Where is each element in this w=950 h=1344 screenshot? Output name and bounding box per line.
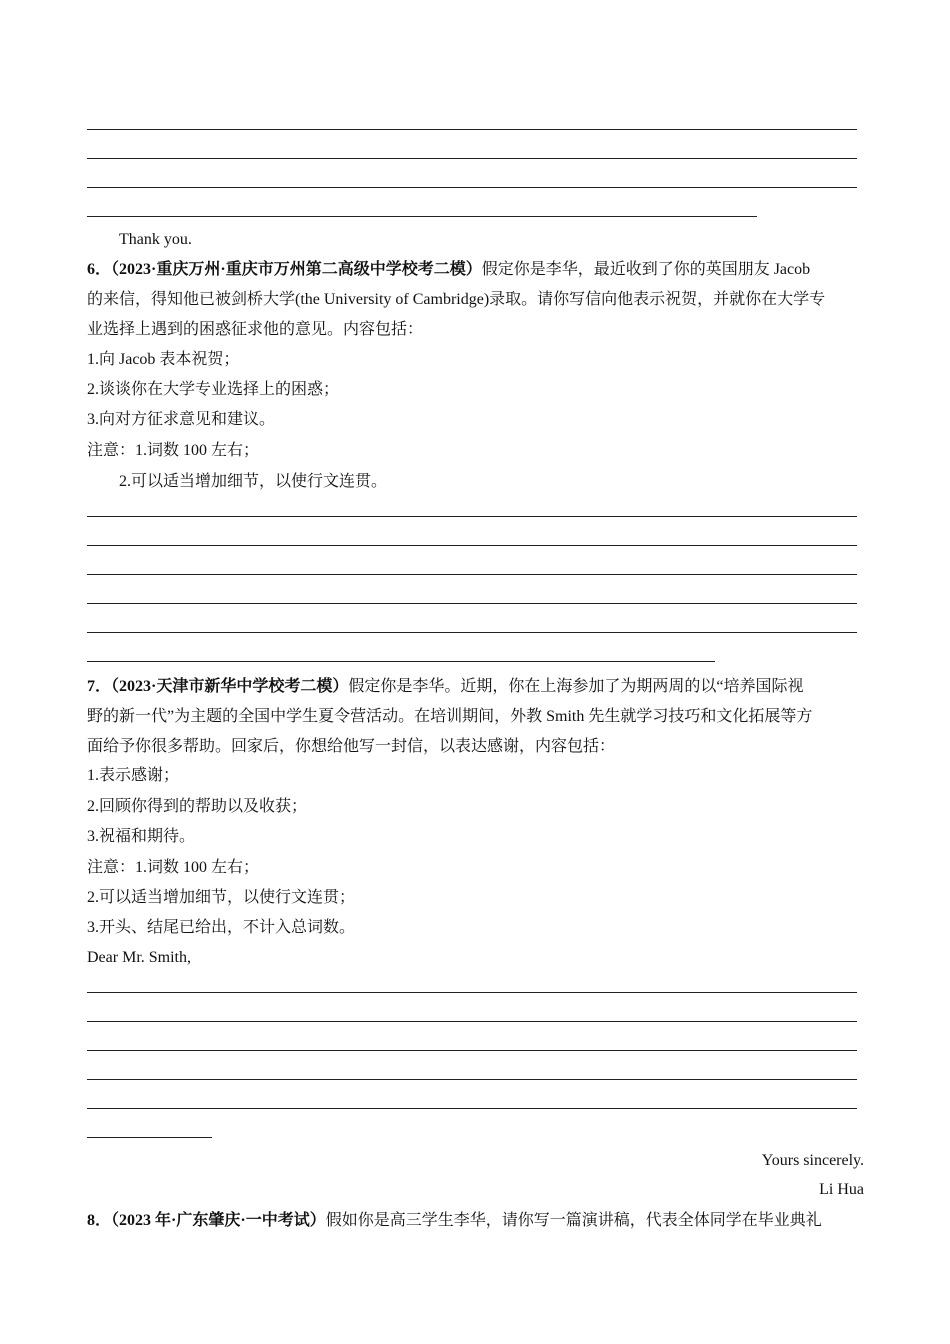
q7-item-3: 3.祝福和期待。 [87, 828, 196, 845]
closing-thank-you: Thank you. [119, 231, 192, 248]
answer-line [87, 661, 715, 662]
answer-line [87, 1137, 212, 1138]
q8-number: 8． [87, 1212, 112, 1229]
q7-item-2: 2.回顾你得到的帮助以及收获； [87, 798, 308, 815]
answer-line [87, 992, 857, 993]
q7-note-3: 3.开头、结尾已给出，不计入总词数。 [87, 919, 356, 936]
q6-prompt-3: 业选择上遇到的困惑征求他的意见。内容包括： [87, 321, 424, 338]
q7-item-1: 1.表示感谢； [87, 767, 180, 784]
q6-note-1: 注意：1.词数 100 左右； [87, 442, 260, 459]
q6-item-1: 1.向 Jacob 表本祝贺； [87, 351, 240, 368]
answer-line [87, 1108, 857, 1109]
answer-line [87, 603, 857, 604]
q7-note-2: 2.可以适当增加细节，以使行文连贯； [87, 889, 356, 906]
q6-prompt-2: 的来信，得知他已被剑桥大学(the University of Cambridge)录取。请你写信向他表示祝贺，并就你在大学专 [87, 291, 826, 308]
q6-item-2: 2.谈谈你在大学专业选择上的困惑； [87, 381, 340, 398]
q7-line-1 [87, 677, 877, 697]
answer-line [87, 516, 857, 517]
answer-line [87, 129, 857, 130]
answer-line [87, 545, 857, 546]
q6-item-3: 3.向对方征求意见和建议。 [87, 411, 276, 428]
q6-source: （2023·重庆万州·重庆市万州第二高级中学校考二模） [111, 261, 482, 278]
q6-number: 6． [87, 261, 112, 278]
q8-line-1 [87, 1211, 877, 1231]
q7-prompt-2: 野的新一代”为主题的全国中学生夏令营活动。在培训期间，外教 Smith 先生就学习技巧和文化拓展等方 [87, 708, 813, 725]
answer-line [87, 216, 757, 217]
q7-note-1: 注意：1.词数 100 左右； [87, 859, 260, 876]
q7-prompt-3: 面给予你很多帮助。回家后，你想给他写一封信，以表达感谢，内容包括： [87, 738, 616, 755]
q7-prompt-1: 假定你是李华。近期，你在上海参加了为期两周的以“培养国际视 [348, 678, 804, 695]
q7-number: 7． [87, 678, 112, 695]
answer-line [87, 1079, 857, 1080]
answer-line [87, 1021, 857, 1022]
q7-signature: Li Hua [819, 1181, 864, 1198]
q7-salutation: Dear Mr. Smith, [87, 949, 191, 966]
q8-prompt-1: 假如你是高三学生李华，请你写一篇演讲稿，代表全体同学在毕业典礼 [325, 1212, 822, 1229]
q7-source: （2023·天津市新华中学校考二模） [111, 678, 349, 695]
q6-line-1 [87, 260, 877, 280]
answer-line [87, 632, 857, 633]
q6-prompt-1: 假定你是李华，最近收到了你的英国朋友 Jacob [481, 261, 811, 278]
answer-line [87, 1050, 857, 1051]
q7-closing: Yours sincerely. [761, 1152, 864, 1169]
answer-line [87, 187, 857, 188]
q8-source: （2023 年·广东肇庆·一中考试） [111, 1212, 326, 1229]
answer-line [87, 158, 857, 159]
answer-line [87, 574, 857, 575]
q6-note-2: 2.可以适当增加细节，以使行文连贯。 [119, 473, 388, 490]
